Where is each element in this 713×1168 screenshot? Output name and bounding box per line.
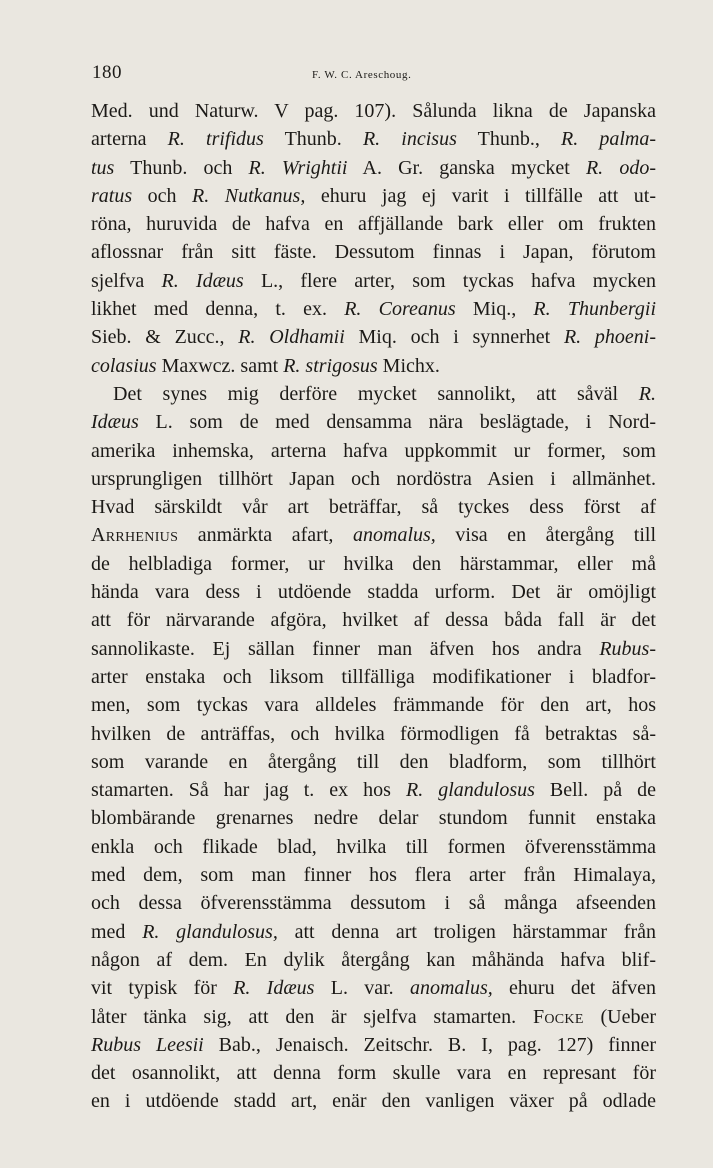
text-line: de helbladiga former, ur hvilka den härstammar, eller må: [91, 552, 656, 575]
text-line: ursprungligen tillhört Japan och nordöstra Asien i allmänhet.: [91, 467, 656, 490]
text-line: sannolikaste. Ej sällan finner man äfven hos andra Rubus-: [91, 637, 656, 660]
text-line: hvilken de anträffas, och hvilka förmodligen få betraktas så-: [91, 722, 656, 745]
text-line: enkla och flikade blad, hvilka till formen öfverensstämma: [91, 835, 656, 858]
text-line: aflossnar från sitt fäste. Dessutom finnas i Japan, förutom: [91, 241, 656, 264]
text-line: men, som tyckas vara alldeles främmande för den art, hos: [91, 694, 656, 717]
text-line: Med. und Naturw. V pag. 107). Sålunda likna de Japanska: [91, 100, 656, 122]
text-line: arterna R. trifidus Thunb. R. incisus Thunb., R. palma-: [91, 128, 656, 151]
body-text: [91, 97, 656, 1116]
text-line: Rubus Leesii Bab., Jenaisch. Zeitschr. B. I, pag. 127) finner: [91, 1033, 657, 1056]
text-line: arter enstaka och liksom tillfälliga modifikationer i bladfor-: [91, 665, 656, 688]
page-number: 180: [92, 62, 122, 83]
text-line: låter tänka sig, att den är sjelfva stamarten. Focke (Ueber: [91, 1005, 656, 1028]
text-line: och dessa öfverensstämma dessutom i så många afseenden: [91, 892, 656, 915]
running-head: [92, 62, 652, 86]
text-line: Sieb. & Zucc., R. Oldhamii Miq. och i synnerhet R. phoeni-: [91, 326, 657, 349]
text-line: en i utdöende stadd art, enär den vanligen växer på odlade: [91, 1090, 656, 1113]
text-line: Hvad särskildt vår art beträffar, så tyckes dess först af: [91, 496, 656, 519]
text-line: med R. glandulosus, att denna art troligen härstammar från: [91, 920, 656, 943]
text-line: hända vara dess i utdöende stadda urform. Det är omöjligt: [91, 581, 656, 604]
text-line: ratus och R. Nutkanus, ehuru jag ej varit i tillfälle att ut-: [91, 184, 656, 207]
text-line: Idæus L. som de med densamma nära beslägtade, i Nord-: [91, 411, 656, 434]
text-line: blombärande grenarnes nedre delar stundom funnit enstaka: [91, 807, 656, 830]
text-line: Det synes mig derföre mycket sannolikt, att såväl R.: [113, 382, 656, 405]
text-line: röna, huruvida de hafva en affjällande bark eller om frukten: [91, 213, 656, 236]
text-line: som varande en återgång till den bladform, som tillhört: [91, 750, 656, 773]
text-line: någon af dem. En dylik återgång kan måhända hafva blif-: [91, 948, 656, 971]
text-line: sjelfva R. Idæus L., flere arter, som tyckas hafva mycken: [91, 269, 657, 292]
text-line: tus Thunb. och R. Wrightii A. Gr. ganska mycket R. odo-: [91, 156, 656, 179]
text-line: likhet med denna, t. ex. R. Coreanus Miq., R. Thunbergii: [91, 298, 656, 321]
text-line: amerika inhemska, arterna hafva uppkommit ur former, som: [91, 439, 656, 462]
text-line: vit typisk för R. Idæus L. var. anomalus, ehuru det äfven: [91, 977, 656, 1000]
text-line: colasius Maxwcz. samt R. strigosus Michx.: [91, 354, 440, 377]
text-line: med dem, som man finner hos flera arter från Himalaya,: [91, 864, 656, 887]
running-title: F. W. C. Areschoug.: [312, 69, 412, 81]
text-line: Arrhenius anmärkta afart, anomalus, visa en återgång till: [91, 524, 656, 547]
text-line: att för närvarande afgöra, hvilket af dessa båda fall är det: [91, 609, 656, 632]
text-line: stamarten. Så har jag t. ex hos R. glandulosus Bell. på de: [91, 779, 656, 802]
text-line: det osannolikt, att denna form skulle vara en represant för: [91, 1062, 656, 1085]
